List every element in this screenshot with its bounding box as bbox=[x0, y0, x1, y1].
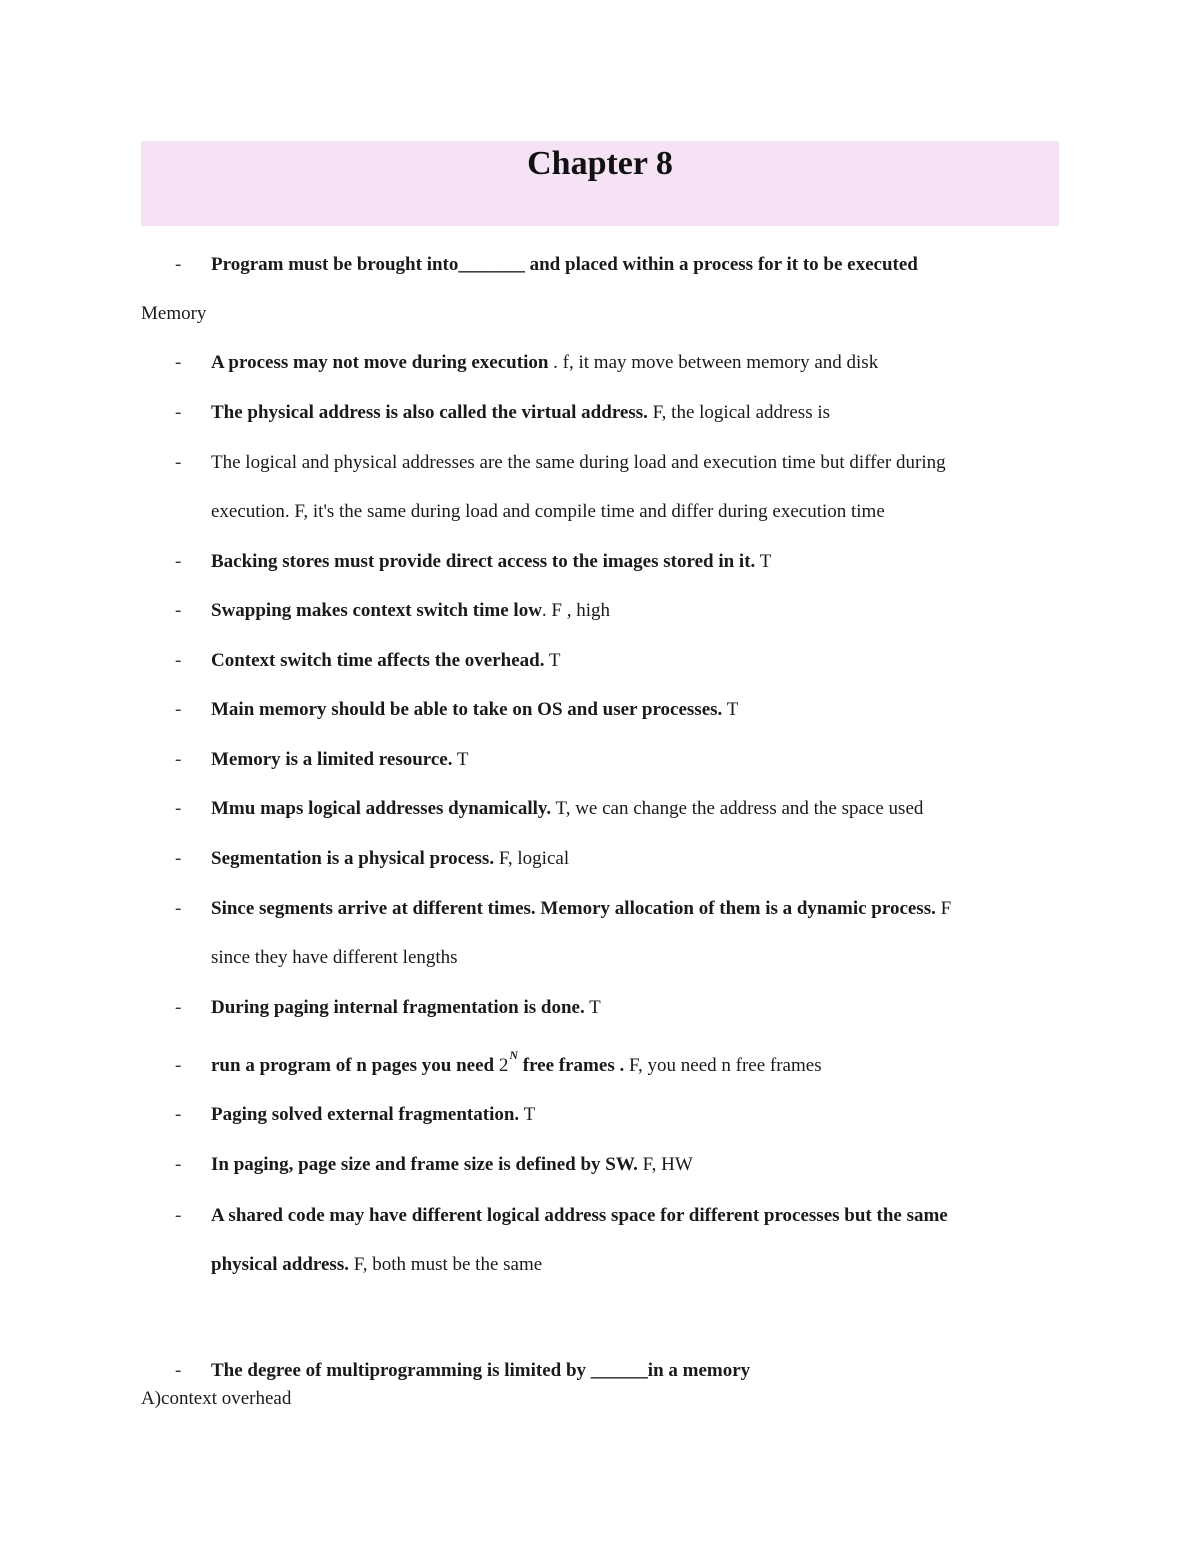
question-text: free frames . bbox=[518, 1055, 625, 1076]
bullet-dash: - bbox=[175, 1360, 182, 1381]
list-item-line1 bbox=[211, 896, 951, 922]
question-text: Context switch time affects the overhead. bbox=[211, 650, 545, 671]
question-text: Swapping makes context switch time low bbox=[211, 600, 542, 621]
list-item-line2: execution. F, it's the same during load and compile time and differ during execution time bbox=[211, 501, 885, 522]
question-line: Program must be brought into_______ and placed within a process for it to be executed bbox=[211, 254, 918, 275]
question-text: Segmentation is a physical process. bbox=[211, 848, 495, 869]
bullet-dash: - bbox=[175, 848, 182, 869]
bullet-dash: - bbox=[175, 798, 182, 819]
question-text: Mmu maps logical addresses dynamically. bbox=[211, 798, 552, 819]
exponent-superscript: N bbox=[509, 1048, 519, 1062]
answer-text: . f, it may move between memory and disk bbox=[548, 352, 879, 373]
question-line: The degree of multiprogramming is limited by ______in a memory bbox=[211, 1360, 751, 1381]
answer-text: F, logical bbox=[494, 848, 570, 869]
question-text: Paging solved external fragmentation. bbox=[211, 1104, 520, 1125]
list-item bbox=[211, 846, 569, 872]
chapter-title: Chapter 8 bbox=[527, 145, 673, 182]
bullet-dash: - bbox=[175, 402, 182, 423]
list-item bbox=[211, 747, 469, 773]
answer-text: T bbox=[755, 551, 772, 572]
bullet-dash: - bbox=[175, 1205, 182, 1226]
list-item-line2 bbox=[211, 1252, 542, 1278]
bullet-dash: - bbox=[175, 1104, 182, 1125]
list-item bbox=[211, 1048, 822, 1080]
question-text: Backing stores must provide direct access to the images stored in it. bbox=[211, 551, 756, 572]
bullet-dash: - bbox=[175, 898, 182, 919]
exponent-base: 2 bbox=[498, 1055, 509, 1076]
answer-text: F, HW bbox=[637, 1154, 693, 1175]
answer-line: Memory bbox=[141, 303, 207, 324]
bullet-dash: - bbox=[175, 352, 182, 373]
list-item bbox=[211, 995, 601, 1021]
question-text: A process may not move during execution bbox=[211, 352, 549, 373]
question-text: Since segments arrive at different times. Memory allocation of them is a dynamic process. bbox=[211, 898, 936, 919]
answer-text: T bbox=[544, 650, 561, 671]
bullet-dash: - bbox=[175, 600, 182, 621]
list-item-line1: A shared code may have different logical address space for different processes but the same bbox=[211, 1205, 948, 1226]
answer-text: F, you need n free frames bbox=[624, 1055, 822, 1076]
bullet-dash: - bbox=[175, 551, 182, 572]
bullet-dash: - bbox=[175, 254, 182, 275]
list-item bbox=[211, 1152, 693, 1178]
list-item-line2: since they have different lengths bbox=[211, 947, 458, 968]
answer-text: F, both must be the same bbox=[348, 1254, 543, 1275]
answer-text: F, the logical address is bbox=[647, 402, 831, 423]
question-text: During paging internal fragmentation is done. bbox=[211, 997, 585, 1018]
list-item bbox=[211, 549, 771, 575]
bullet-dash: - bbox=[175, 1154, 182, 1175]
list-item bbox=[211, 697, 738, 723]
chapter-title-banner bbox=[141, 141, 1059, 226]
question-text: Memory is a limited resource. bbox=[211, 749, 453, 770]
question-text: Main memory should be able to take on OS and user processes. bbox=[211, 699, 723, 720]
answer-text: T bbox=[584, 997, 601, 1018]
list-item bbox=[211, 350, 878, 376]
answer-text: T, we can change the address and the space used bbox=[551, 798, 924, 819]
question-text: In paging, page size and frame size is defined by SW. bbox=[211, 1154, 638, 1175]
bullet-dash: - bbox=[175, 997, 182, 1018]
bullet-dash: - bbox=[175, 1055, 182, 1076]
list-item-line1: The logical and physical addresses are the same during load and execution time but differ during bbox=[211, 452, 946, 473]
list-item bbox=[211, 1102, 535, 1128]
option-line: A)context overhead bbox=[141, 1388, 292, 1409]
list-item bbox=[211, 400, 830, 426]
answer-text: T bbox=[722, 699, 739, 720]
list-item bbox=[211, 598, 610, 624]
answer-text: . F , high bbox=[541, 600, 611, 621]
bullet-dash: - bbox=[175, 699, 182, 720]
list-item bbox=[211, 796, 923, 822]
question-text: The physical address is also called the virtual address. bbox=[211, 402, 648, 423]
question-text: run a program of n pages you need bbox=[211, 1055, 499, 1076]
answer-text: T bbox=[452, 749, 469, 770]
answer-text: F bbox=[935, 898, 952, 919]
bullet-dash: - bbox=[175, 650, 182, 671]
bullet-dash: - bbox=[175, 749, 182, 770]
bullet-dash: - bbox=[175, 452, 182, 473]
answer-text: T bbox=[519, 1104, 536, 1125]
list-item bbox=[211, 648, 560, 674]
question-text: physical address. bbox=[211, 1254, 349, 1275]
